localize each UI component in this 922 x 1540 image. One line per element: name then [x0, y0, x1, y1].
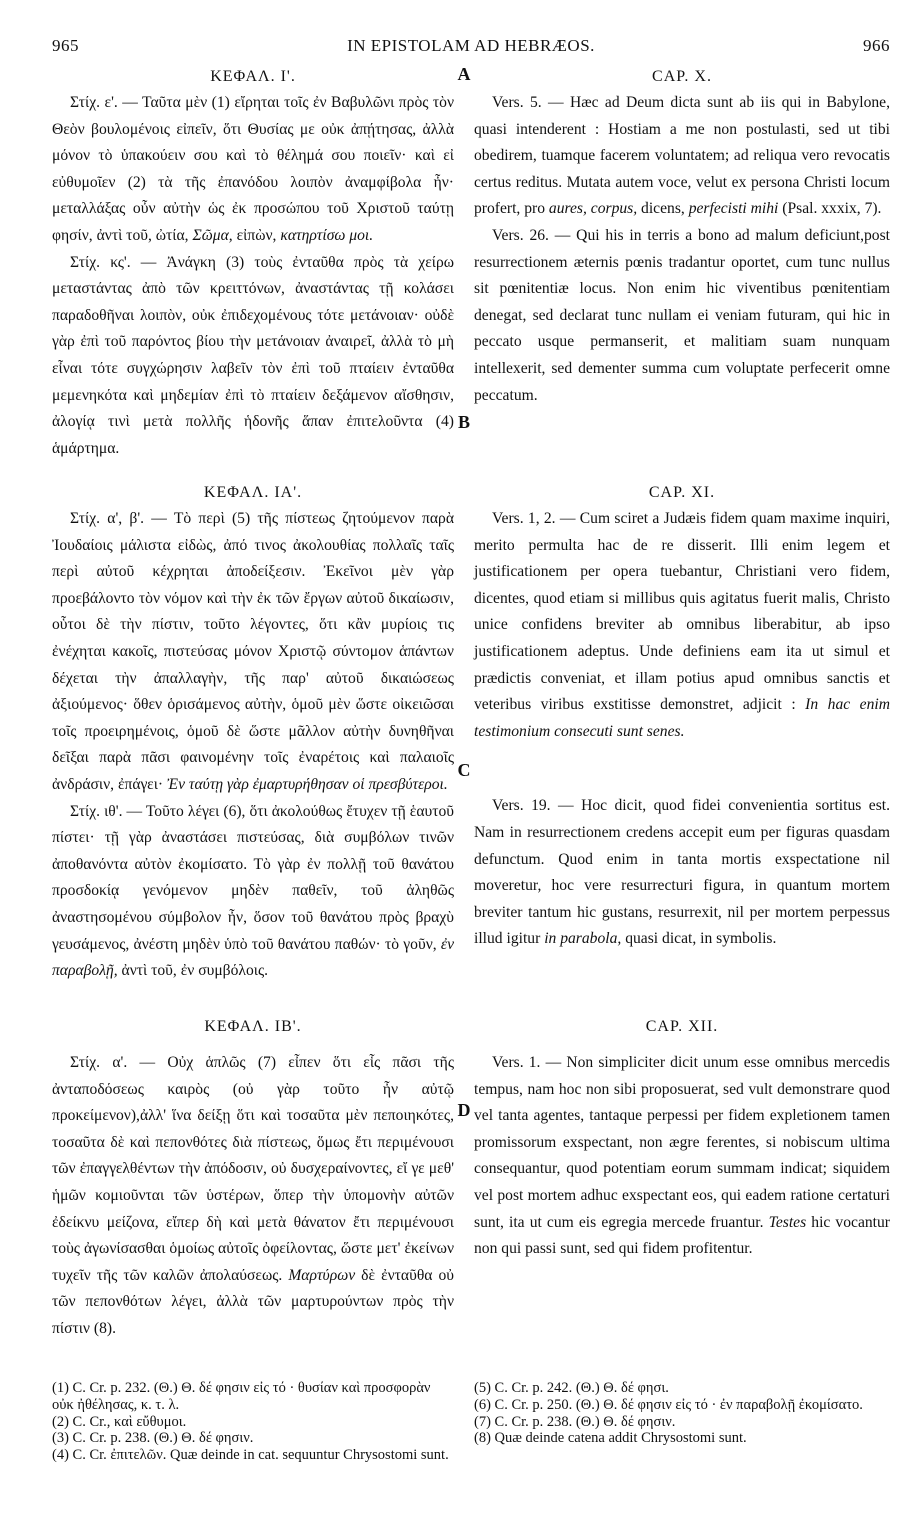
footnote: (2) C. Cr., καὶ εὔθυμοι. — [52, 1413, 187, 1430]
footnotes-left — [52, 1380, 454, 1464]
greek-verse-5: Στίχ. ε'. — Ταῦτα μὲν (1) εἴρηται τοῖς ἐν Βαβυλῶνι πρὸς τὸν Θεὸν βουλομένοις εἰπεῖν, ὅτι Θυσίας με οὐκ ἀπῄτησας, ἀλλὰ μόνον τὸ ὑπακούειν σου καὶ τὸ θέλημά σου ποιεῖν· καὶ εἰ εὐθυμοῖεν (2) τὰ τῆς ἐπανόδου λοιπὸν ἀναμφίβολα ἦν· μεταλλάξας οὖν αὐτὴν ὡς ἐκ προσώπου τοῦ Χριστοῦ ταύτῃ φησίν, ἀντὶ τοῦ, ὠτία, Σῶμα, εἰπὼν, κατηρτίσω μοι. — [52, 94, 454, 244]
margin-letter-c: C — [457, 760, 471, 780]
running-title: IN EPISTOLAM AD HEBRÆOS. — [347, 36, 595, 55]
greek-verse-26: Στίχ. κς'. — Ἀνάγκη (3) τοὺς ἐνταῦθα πρὸς τὰ χείρω μεταστάντας ἀπὸ τῶν κρειττόνων, ἀναστάντας τῇ κολάσει παραδοθῆναι λοιπὸν, οὐκ ἐπιδεχομένους τότε μετάνοιαν· οὐδὲ γὰρ ἐπὶ τοῦ παρόντος βίου τὴν μετάνοιαν ἀναιρεῖ, ἀλλὰ τὸ μὴ εἶναι τότε συγχώρησιν λαβεῖν τὸν ἐπὶ τοῦ πταίειν ἐνταῦθα μεμενηκότα καὶ μηδεμίαν ἐπὶ τὸ πταίειν δεξάμενον αἴσθησιν, ἀλογίᾳ τινὶ μετὰ πολλῆς ἡδονῆς ἅπαν ἐπιτελοῦντα (4) ἁμάρτημα. — [52, 253, 454, 457]
latin-verse-1: Vers. 1. — Non simpliciter dicit unum esse omnibus mercedis tempus, nam hoc non sibi proposuerat, sed vult demonstrare quod vel tanta agentes, tantaque perpessi per fidem expletionem tamen promissorum exspectant, non ægre ferentes, si nobiscum ultima consequantur, quod potentiam eorum summam indicat; siquidem vel post mortem adhuc exspectant eos, qui eadem ratione certaturi sunt, ita ut cum eis egregia mercede fruantur. Testes hic vocantur non qui passi sunt, sed qui fidem profitentur. — [474, 1054, 890, 1258]
latin-chapter-10 — [474, 64, 890, 409]
footnote: (5) C. Cr. p. 242. (Θ.) Θ. δέ φησι. — [474, 1380, 669, 1396]
latin-chapter-heading: CAP. XI. — [648, 484, 716, 501]
footnote: (4) C. Cr. ἐπιτελῶν. Quæ deinde in cat. sequuntur Chrysostomi sunt. — [52, 1447, 449, 1464]
greek-verse-19: Στίχ. ιθ'. — Τοῦτο λέγει (6), ὅτι ἀκολούθως ἔτυχεν τῇ ἑαυτοῦ πίστει· τῇ γὰρ ἀναστάσει πιστεύσας, διὰ συμβόλων τινῶν ἀποθανόντα αὐτὸν ἐκομίσατο. Τὸ γὰρ ἐν πολλῇ τοῦ θανάτου προσδοκίᾳ γενόμενον μηδὲν παθεῖν, τοῦ ἀληθῶς ἀναστησομένου σύμβολον ἦν, ὅσον τοῦ θανάτου πρὸς βραχὺ γευσάμενος, ἀνέστη μηδὲν ὑπὸ τοῦ θανάτου παθών· τὸ γοῦν, ἐν παραβολῇ, ἀντὶ τοῦ, ἐν συμβόλοις. — [52, 802, 454, 980]
greek-chapter-heading: ΚΕΦΑΛ. Ι'. — [210, 68, 296, 85]
latin-chapter-heading: CAP. XII. — [645, 1018, 719, 1035]
greek-chapter-10 — [52, 64, 454, 462]
margin-letter-d: D — [457, 1100, 471, 1120]
greek-chapter-heading: ΚΕΦΑΛ. ΙΒ'. — [204, 1018, 302, 1035]
latin-verse-5: Vers. 5. — Hæc ad Deum dicta sunt ab iis qui in Babylone, quasi intenderent : Hostiam a me non postulasti, sed ut tibi obedirem, tuamque facerem voluntatem; ad reliqua vero revocatis certus reditus. Mutata autem voce, velut ex persona Christi locum profert, pro aures, corpus, dicens, perfecisti mihi (Psal. xxxix, 7). — [474, 94, 890, 218]
footnote: (1) C. Cr. p. 232. (Θ.) Θ. δέ φησιν εἰς τό · θυσίαν καὶ προσφορὰν οὐκ ἠθέλησας, κ. τ. λ. — [52, 1380, 431, 1413]
margin-letter-a: A — [457, 64, 471, 84]
latin-chapter-heading: CAP. X. — [652, 68, 712, 85]
footnote: (7) C. Cr. p. 238. (Θ.) Θ. δέ φησιν. — [474, 1413, 676, 1430]
footnotes-right — [474, 1380, 890, 1447]
latin-chapter-11 — [474, 480, 890, 953]
latin-verse-19: Vers. 19. — Hoc dicit, quod fidei convenientia sortitus est. Nam in resurrectionem credens accepit eum per figuras quasdam defunctum. Quod enim in tanta mortis exspectatione nil moveretur, hoc vere resurrecturi figura, in quantum mortem breviter tantum hic gustans, resurrexit, nil per mortem perpessus illud igitur in parabola, quasi dicat, in symbolis. — [474, 797, 890, 948]
greek-chapter-heading: ΚΕΦΑΛ. ΙΑ'. — [203, 484, 303, 501]
footnote: (6) C. Cr. p. 250. (Θ.) Θ. δέ φησιν εἰς τό · ἐν παραβολῇ ἐκομίσατο. — [474, 1396, 863, 1413]
page-number-right: 966 — [863, 36, 890, 55]
greek-verse-1: Στίχ. α'. — Οὐχ ἁπλῶς (7) εἶπεν ὅτι εἷς πᾶσι τῆς ἀνταποδόσεως καιρὸς (οὐ γὰρ τοῦτο ἦν αὐτῷ προκείμενον),ἀλλ' ἵνα δείξῃ ὅτι καὶ τοσαῦτα μὲν πεποιηκότες, τοσαῦτα δὲ καὶ πεπονθότες διὰ πίστεως, ὅμως ἔτι περιμένουσι τῶν ἐπαγγελθέντων τὴν ἀπόδοσιν, οὐ δυσχεραίνοντες, εἴ γε μεθ' ἡμῶν κομιοῦνται τῶν ὑστέρων, ὅπερ τὴν ὑπομονὴν αὐτῶν ἐδείκνυ μείζονα, εἴπερ δὴ καὶ μετὰ θάνατον ἔτι περιμένουσι τοὺς ἀγωνίσασθαι ὁμοίως αὐτοῖς ὀφείλοντας, ὥστε μετ' ἐκείνων τυχεῖν τῆς τῶν καλῶν ἀπολαύσεως. Μαρτύρων δὲ ἐνταῦθα οὐ τῶν πεπονθότων λέγει, ἀλλὰ τῶν μαρτυρούντων πρὸς τὴν πίστιν (8). — [52, 1054, 454, 1337]
greek-verse-1-2: Στίχ. α', β'. — Τὸ περὶ (5) τῆς πίστεως ζητούμενον παρὰ Ἰουδαίοις μάλιστα εἰδὼς, ἀπό τινος ἀκολουθίας πολλαῖς ταῖς περὶ αὐτοῦ κέχρηται ἀποδείξεσιν. Ἐκεῖνοι μὲν γὰρ προεβάλοντο τὸν νόμον καὶ τὴν ἐκ τῶν ἔργων αὐτοῦ δικαίωσιν, οὗτοι δὲ τὴν πίστιν, τοῦτο λέγοντες, ὅτι κἂν μυρίοις τις ἐνέχηται κακοῖς, πιστεύσας μόνον Χριστῷ σύντομον ἁπάντων δέχεται τὴν ἀπαλλαγὴν, τῆς παρ' αὐτοῦ δικαιώσεως ἀξιούμενος· ὅθεν ὁρισάμενος αὐτὴν, ὁμοῦ μὲν ὥστε οἰκειῶσαι τοῖς προειρημένοις, ὁμοῦ δὲ ὥστε μᾶλλον αὐτὴν δυνηθῆναι δεῖξαι παρὰ πᾶσι φαινομένην τοῖς ἐναρέτοις καὶ παλαιοῖς ἀνδράσιν, ἐπάγει· Ἐν ταύτῃ γὰρ ἐμαρτυρήθησαν οἱ πρεσβύτεροι. — [52, 510, 454, 793]
page-number-left: 965 — [52, 36, 79, 55]
latin-chapter-12 — [474, 1014, 890, 1263]
footnote: (8) Quæ deinde catena addit Chrysostomi sunt. — [474, 1430, 747, 1447]
margin-letter-b: B — [457, 412, 470, 432]
greek-chapter-12 — [52, 1014, 454, 1343]
running-header — [52, 36, 890, 58]
footnote: (3) C. Cr. p. 238. (Θ.) Θ. δέ φησιν. — [52, 1430, 254, 1447]
latin-verse-1-2: Vers. 1, 2. — Cum sciret a Judæis fidem quam maxime inquiri, merito permulta hac de re disserit. Illi enim legem et justificationem per opera tuebantur, Christiani vero fidem, dicentes, quod etiam si millibus quis agitatus fuerit malis, Christo unice confidens breviter ab omnibus liberabitur, ab ipso justificationem adeptus. Unde definiens eam ita ut simul et prædictis conveniat, et illam potius apud omnibus sanctis et veteribus viribus exstitisse demonstret, adjicit : In hac enim testimonium consecuti sunt senes. — [474, 510, 890, 740]
greek-chapter-11 — [52, 480, 454, 985]
latin-verse-26: Vers. 26. — Qui his in terris a bono ad malum deficiunt,post resurrectionem æternis pœnis tradantur oportet, cum tunc nullus sit pœnitentiæ locus. Non enim hic viventibus pœnitentiam denegat, sed declarat tunc nullam ei veniam futuram, qui hic in peccato usque permanserit, et malitiam suam nunquam intellexerit, sed dementer summa cum voluptate perfecerit omne peccatum. — [474, 226, 890, 404]
